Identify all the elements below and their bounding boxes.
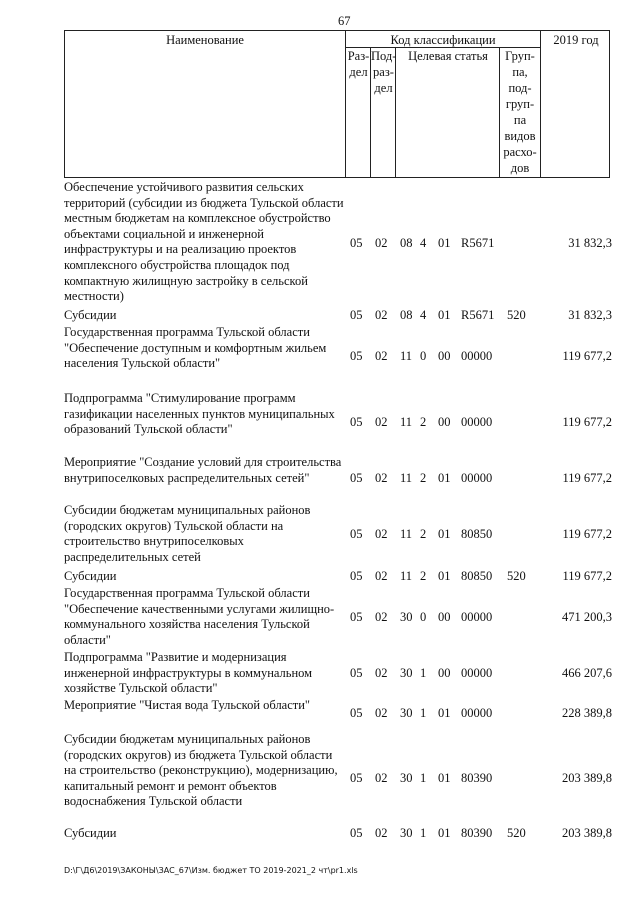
row-direction: R5671	[461, 236, 495, 250]
table-row	[64, 732, 612, 822]
row-program: 08	[400, 236, 413, 250]
row-razdel: 05	[350, 308, 363, 322]
row-direction: 00000	[461, 610, 493, 624]
row-amount: 119 677,2	[562, 471, 612, 485]
row-program: 11	[400, 349, 413, 363]
row-group: 520	[507, 569, 526, 583]
row-main-event: 01	[438, 527, 451, 541]
row-podrazdel: 02	[375, 771, 388, 785]
row-main-event: 01	[438, 771, 451, 785]
row-name: Подпрограмма "Стимулирование программ газификации населенных пунктов муниципальных образований Тульской области"	[64, 391, 335, 437]
row-program: 30	[400, 706, 413, 720]
table-row	[64, 455, 612, 503]
row-program: 30	[400, 610, 413, 624]
row-amount: 203 389,8	[562, 826, 612, 840]
row-razdel: 05	[350, 527, 363, 541]
table-row	[64, 569, 612, 587]
row-program: 08	[400, 308, 413, 322]
row-razdel: 05	[350, 569, 363, 583]
row-amount: 471 200,3	[562, 610, 612, 624]
header-name: Наименование	[166, 33, 244, 47]
row-name: Государственная программа Тульской области "Обеспечение доступным и комфортным жильем населения Тульской области"	[64, 325, 327, 371]
row-direction: 80390	[461, 771, 493, 785]
row-razdel: 05	[350, 236, 363, 250]
row-name: Субсидии бюджетам муниципальных районов (городских округов) Тульской области на строительство внутрипоселковых распределительных сетей	[64, 503, 311, 564]
row-main-event: 01	[438, 826, 451, 840]
row-main-event: 00	[438, 349, 451, 363]
row-amount: 203 389,8	[562, 771, 612, 785]
row-amount: 119 677,2	[562, 415, 612, 429]
row-podrazdel: 02	[375, 666, 388, 680]
header-podrazdel: Под- раз- дел	[371, 49, 397, 95]
row-razdel: 05	[350, 610, 363, 624]
row-direction: 80850	[461, 527, 493, 541]
table-row	[64, 180, 612, 308]
header-razdel: Раз- дел	[347, 49, 370, 79]
row-program: 30	[400, 771, 413, 785]
row-podrazdel: 02	[375, 471, 388, 485]
row-podrazdel: 02	[375, 308, 388, 322]
row-main-event: 01	[438, 569, 451, 583]
row-direction: 80850	[461, 569, 493, 583]
row-direction: R5671	[461, 308, 495, 322]
header-target-article: Целевая статья	[408, 49, 488, 63]
row-direction: 80390	[461, 826, 493, 840]
table-row	[64, 325, 612, 389]
row-podrazdel: 02	[375, 349, 388, 363]
row-subprogram: 2	[420, 569, 427, 583]
row-name: Субсидии	[64, 826, 117, 840]
row-razdel: 05	[350, 771, 363, 785]
table-row	[64, 650, 612, 698]
row-amount: 228 389,8	[562, 706, 612, 720]
row-name: Субсидии	[64, 569, 117, 583]
row-subprogram: 0	[420, 349, 427, 363]
row-main-event: 01	[438, 308, 451, 322]
row-razdel: 05	[350, 826, 363, 840]
row-subprogram: 1	[420, 826, 427, 840]
row-name: Подпрограмма "Развитие и модернизация инженерной инфраструктуры в коммунальном хозяйстве Тульской области"	[64, 650, 313, 696]
row-program: 11	[400, 569, 413, 583]
row-podrazdel: 02	[375, 527, 388, 541]
row-main-event: 01	[438, 471, 451, 485]
row-name: Мероприятие "Создание условий для строительства внутрипоселковых распределительных сетей"	[64, 455, 342, 485]
row-subprogram: 2	[420, 471, 427, 485]
header-expense-group: Груп- па, под- груп- па видов расхо- дов	[503, 49, 537, 175]
row-subprogram: 4	[420, 308, 427, 322]
row-direction: 00000	[461, 666, 493, 680]
row-amount: 466 207,6	[562, 666, 612, 680]
table-row	[64, 586, 612, 650]
table-row	[64, 826, 612, 844]
row-razdel: 05	[350, 349, 363, 363]
row-amount: 119 677,2	[562, 349, 612, 363]
row-podrazdel: 02	[375, 569, 388, 583]
row-name: Субсидии бюджетам муниципальных районов (городских округов) из бюджета Тульской области на строительство (реконструкцию), модернизацию, капитальный ремонт и ремонт объектов водоснабжения Тульской области	[64, 732, 338, 809]
row-amount: 31 832,3	[568, 236, 612, 250]
row-name: Обеспечение устойчивого развития сельских территорий (субсидии из бюджета Тульской области местным бюджетам на комплексное обустройство объектами социальной и инженерной инфраструктуры и на реализацию проектов комплексного обустройства площадок под компактную жилищную застройку в сельской местности)	[64, 180, 344, 304]
row-program: 30	[400, 826, 413, 840]
row-main-event: 01	[438, 236, 451, 250]
row-program: 11	[400, 527, 413, 541]
table-header	[64, 30, 610, 178]
row-razdel: 05	[350, 471, 363, 485]
row-razdel: 05	[350, 415, 363, 429]
row-direction: 00000	[461, 415, 493, 429]
row-program: 11	[400, 415, 413, 429]
table-row	[64, 391, 612, 453]
row-subprogram: 1	[420, 706, 427, 720]
column-divider	[540, 31, 541, 177]
row-main-event: 00	[438, 610, 451, 624]
header-classification-code: Код классификации	[390, 33, 496, 47]
row-razdel: 05	[350, 666, 363, 680]
row-amount: 119 677,2	[562, 527, 612, 541]
row-program: 30	[400, 666, 413, 680]
header-year: 2019 год	[553, 33, 599, 47]
row-main-event: 00	[438, 666, 451, 680]
row-direction: 00000	[461, 349, 493, 363]
row-direction: 00000	[461, 471, 493, 485]
row-subprogram: 1	[420, 666, 427, 680]
row-podrazdel: 02	[375, 826, 388, 840]
row-podrazdel: 02	[375, 236, 388, 250]
row-podrazdel: 02	[375, 610, 388, 624]
row-podrazdel: 02	[375, 415, 388, 429]
row-name: Субсидии	[64, 308, 117, 322]
row-direction: 00000	[461, 706, 493, 720]
row-group: 520	[507, 826, 526, 840]
row-group: 520	[507, 308, 526, 322]
row-podrazdel: 02	[375, 706, 388, 720]
row-subprogram: 0	[420, 610, 427, 624]
table-row	[64, 308, 612, 326]
row-amount: 119 677,2	[562, 569, 612, 583]
row-subprogram: 2	[420, 527, 427, 541]
page-number: 67	[338, 14, 351, 28]
row-name: Мероприятие "Чистая вода Тульской области"	[64, 698, 311, 712]
row-subprogram: 1	[420, 771, 427, 785]
row-razdel: 05	[350, 706, 363, 720]
row-subprogram: 2	[420, 415, 427, 429]
row-main-event: 00	[438, 415, 451, 429]
row-subprogram: 4	[420, 236, 427, 250]
row-main-event: 01	[438, 706, 451, 720]
row-name: Государственная программа Тульской области "Обеспечение качественными услугами жилищно-коммунального хозяйства населения Тульской области"	[64, 586, 335, 647]
table-row	[64, 503, 612, 567]
file-path-footer: D:\Г\Д6\2019\ЗАКОНЫ\ЗАС_67\Изм. бюджет ТО 2019-2021_2 чт\pr1.xls	[64, 866, 358, 875]
row-program: 11	[400, 471, 413, 485]
row-amount: 31 832,3	[568, 308, 612, 322]
